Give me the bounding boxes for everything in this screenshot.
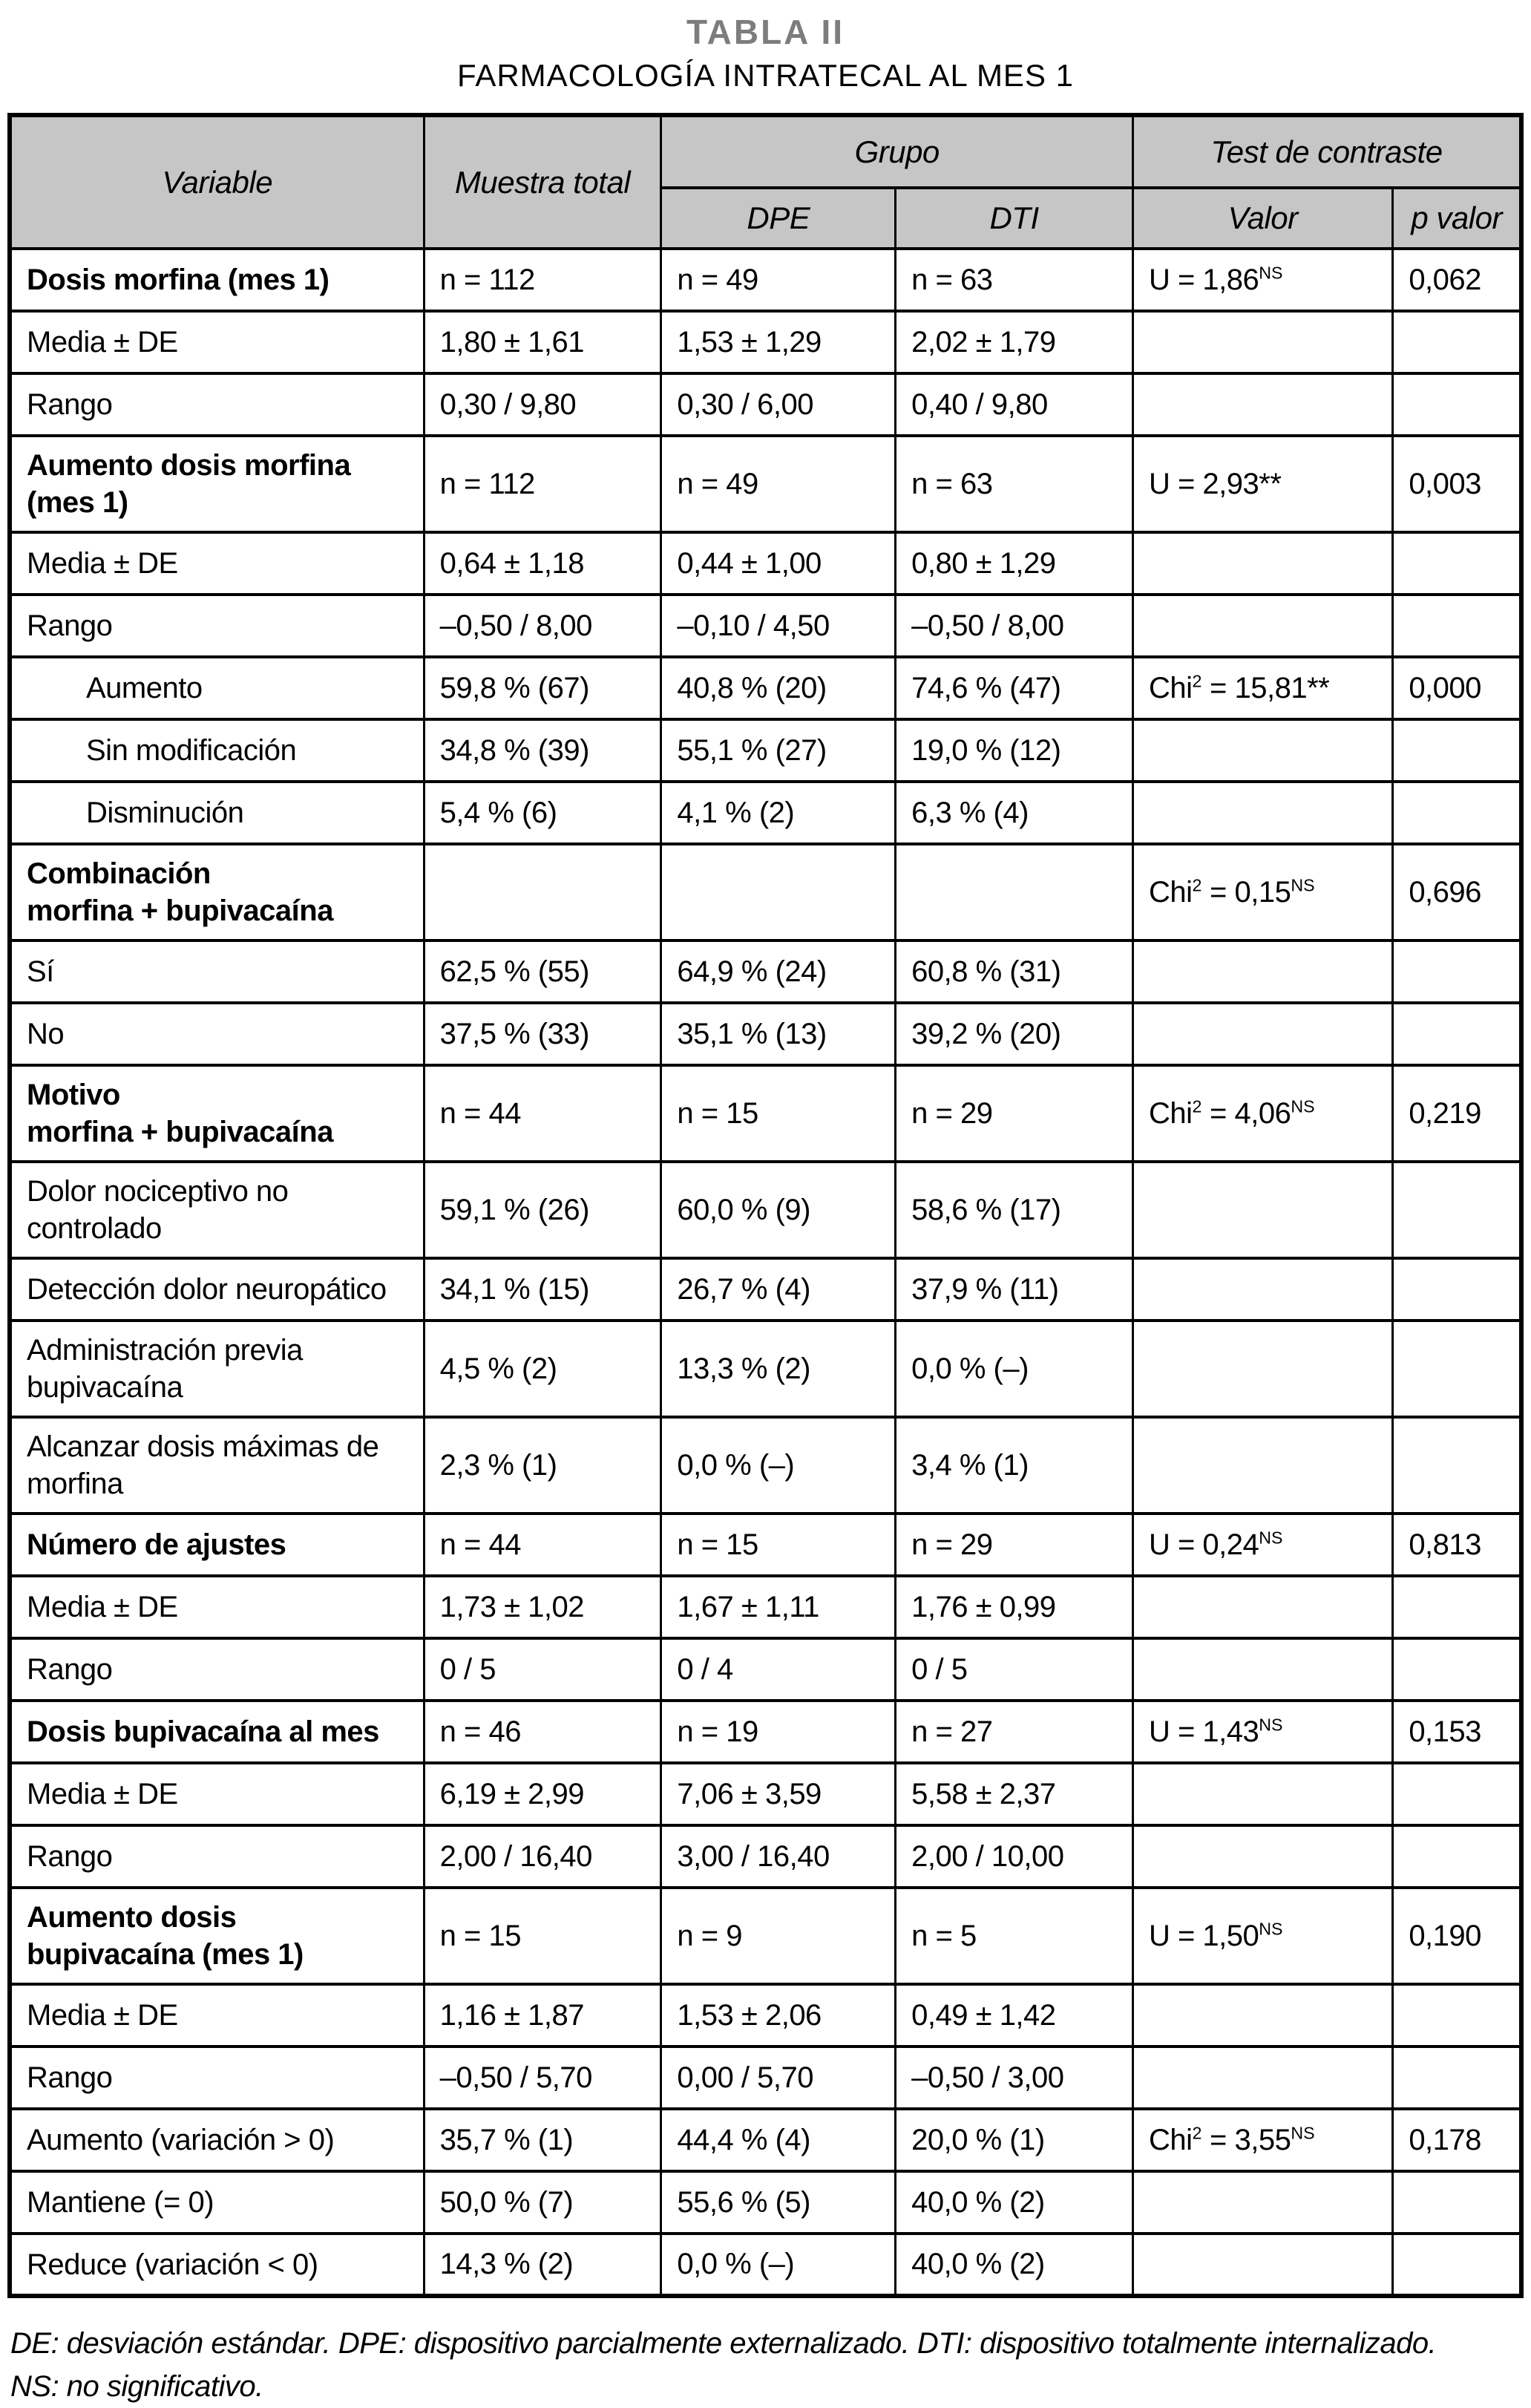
cell-dti: n = 63 — [896, 436, 1133, 532]
table-row — [10, 311, 1521, 373]
header-variable: Variable — [10, 115, 424, 249]
cell-test-valor — [1132, 940, 1392, 1003]
cell-muestra-total: n = 112 — [424, 436, 661, 532]
cell-muestra-total: 2,3 % (1) — [424, 1417, 661, 1514]
header-dti: DTI — [896, 188, 1133, 249]
row-label: Aumento dosis bupivacaína (mes 1) — [10, 1888, 424, 1984]
cell-muestra-total: 2,00 / 16,40 — [424, 1825, 661, 1888]
cell-test-valor — [1132, 1576, 1392, 1638]
cell-dpe: –0,10 / 4,50 — [661, 595, 896, 657]
cell-test-valor — [1132, 1003, 1392, 1065]
cell-dpe: n = 19 — [661, 1701, 896, 1763]
cell-dti: 6,3 % (4) — [896, 782, 1133, 844]
cell-dti: n = 63 — [896, 249, 1133, 311]
cell-test-valor — [1132, 1162, 1392, 1258]
cell-dti: n = 27 — [896, 1701, 1133, 1763]
table-row — [10, 782, 1521, 844]
pharmacology-table — [7, 113, 1524, 2298]
header-valor: Valor — [1132, 188, 1392, 249]
cell-p-valor: 0,813 — [1393, 1514, 1521, 1576]
cell-dti: 2,00 / 10,00 — [896, 1825, 1133, 1888]
cell-dti: 5,58 ± 2,37 — [896, 1763, 1133, 1825]
cell-test-valor — [1132, 1763, 1392, 1825]
cell-dti: 40,0 % (2) — [896, 2234, 1133, 2296]
row-label: Rango — [10, 1825, 424, 1888]
cell-test-valor — [1132, 1321, 1392, 1417]
footnote-line-1: DE: desviación estándar. DPE: dispositivo parcialmente externalizado. DTI: dispositivo totalmente internalizado. — [10, 2327, 1437, 2360]
row-label: Motivo morfina + bupivacaína — [10, 1065, 424, 1162]
row-label: Dosis morfina (mes 1) — [10, 249, 424, 311]
table-row — [10, 1984, 1521, 2047]
cell-dpe — [661, 844, 896, 940]
cell-muestra-total: 35,7 % (1) — [424, 2109, 661, 2171]
cell-dti: 2,02 ± 1,79 — [896, 311, 1133, 373]
cell-dti: 60,8 % (31) — [896, 940, 1133, 1003]
cell-dpe: 13,3 % (2) — [661, 1321, 896, 1417]
cell-p-valor — [1393, 1321, 1521, 1417]
header-p-valor: p valor — [1393, 188, 1521, 249]
cell-dti: 0,80 ± 1,29 — [896, 532, 1133, 595]
row-label: Aumento (variación > 0) — [10, 2109, 424, 2171]
row-label: Media ± DE — [10, 1576, 424, 1638]
cell-p-valor — [1393, 2171, 1521, 2234]
cell-dti: 3,4 % (1) — [896, 1417, 1133, 1514]
cell-muestra-total: 5,4 % (6) — [424, 782, 661, 844]
table-subtitle: FARMACOLOGÍA INTRATECAL AL MES 1 — [457, 58, 1074, 93]
cell-p-valor — [1393, 1638, 1521, 1701]
table-row — [10, 373, 1521, 436]
cell-muestra-total: 34,1 % (15) — [424, 1258, 661, 1321]
cell-muestra-total: 14,3 % (2) — [424, 2234, 661, 2296]
cell-dti: 0 / 5 — [896, 1638, 1133, 1701]
cell-dpe: 1,53 ± 1,29 — [661, 311, 896, 373]
cell-dpe: 0,00 / 5,70 — [661, 2047, 896, 2109]
row-label: Número de ajustes — [10, 1514, 424, 1576]
cell-dti: 40,0 % (2) — [896, 2171, 1133, 2234]
cell-p-valor — [1393, 1003, 1521, 1065]
cell-test-valor — [1132, 595, 1392, 657]
cell-dpe: 3,00 / 16,40 — [661, 1825, 896, 1888]
cell-dti: 39,2 % (20) — [896, 1003, 1133, 1065]
cell-p-valor — [1393, 782, 1521, 844]
row-label: Sí — [10, 940, 424, 1003]
cell-p-valor — [1393, 595, 1521, 657]
row-label: Rango — [10, 595, 424, 657]
cell-muestra-total: n = 112 — [424, 249, 661, 311]
row-label: Combinación morfina + bupivacaína — [10, 844, 424, 940]
cell-dpe: n = 49 — [661, 249, 896, 311]
row-label: Sin modificación — [10, 719, 424, 782]
cell-p-valor — [1393, 373, 1521, 436]
cell-p-valor: 0,003 — [1393, 436, 1521, 532]
cell-dti: –0,50 / 8,00 — [896, 595, 1133, 657]
cell-muestra-total: 62,5 % (55) — [424, 940, 661, 1003]
cell-dti: 0,40 / 9,80 — [896, 373, 1133, 436]
cell-p-valor: 0,062 — [1393, 249, 1521, 311]
cell-muestra-total: n = 46 — [424, 1701, 661, 1763]
row-label: Aumento dosis morfina (mes 1) — [10, 436, 424, 532]
cell-muestra-total: –0,50 / 5,70 — [424, 2047, 661, 2109]
footnote-line-2: NS: no significativo. — [10, 2370, 263, 2403]
cell-dpe: 26,7 % (4) — [661, 1258, 896, 1321]
cell-test-valor: $Chi^2 = 0,15^{NS}$ — [1132, 844, 1392, 940]
table-number-title: TABLA II — [686, 13, 845, 51]
row-label: Alcanzar dosis máximas de morfina — [10, 1417, 424, 1514]
cell-dti: 0,49 ± 1,42 — [896, 1984, 1133, 2047]
cell-muestra-total: 37,5 % (33) — [424, 1003, 661, 1065]
cell-p-valor: 0,178 — [1393, 2109, 1521, 2171]
cell-p-valor — [1393, 532, 1521, 595]
cell-p-valor — [1393, 311, 1521, 373]
table-row — [10, 1514, 1521, 1576]
cell-dpe: n = 49 — [661, 436, 896, 532]
cell-dti: 20,0 % (1) — [896, 2109, 1133, 2171]
row-label: Rango — [10, 2047, 424, 2109]
cell-muestra-total: 0 / 5 — [424, 1638, 661, 1701]
cell-test-valor — [1132, 719, 1392, 782]
cell-p-valor — [1393, 1763, 1521, 1825]
cell-test-valor: $U = 0,24^{NS}$ — [1132, 1514, 1392, 1576]
table-row — [10, 1763, 1521, 1825]
cell-test-valor: U = 2,93** — [1132, 436, 1392, 532]
table-row — [10, 532, 1521, 595]
cell-p-valor — [1393, 2234, 1521, 2296]
cell-dti — [896, 844, 1133, 940]
cell-dpe: 0,0 % (–) — [661, 2234, 896, 2296]
cell-p-valor — [1393, 2047, 1521, 2109]
row-label: Rango — [10, 1638, 424, 1701]
cell-dpe: n = 15 — [661, 1514, 896, 1576]
header-muestra-total: Muestra total — [424, 115, 661, 249]
table-row — [10, 1825, 1521, 1888]
cell-muestra-total: 50,0 % (7) — [424, 2171, 661, 2234]
cell-muestra-total: n = 44 — [424, 1065, 661, 1162]
row-label: Dolor nociceptivo no controlado — [10, 1162, 424, 1258]
cell-p-valor — [1393, 1576, 1521, 1638]
table-row — [10, 940, 1521, 1003]
cell-p-valor: 0,696 — [1393, 844, 1521, 940]
row-label: No — [10, 1003, 424, 1065]
cell-muestra-total: –0,50 / 8,00 — [424, 595, 661, 657]
cell-p-valor: 0,219 — [1393, 1065, 1521, 1162]
row-label: Aumento — [10, 657, 424, 719]
row-label: Dosis bupivacaína al mes — [10, 1701, 424, 1763]
cell-p-valor — [1393, 1417, 1521, 1514]
cell-dpe: 40,8 % (20) — [661, 657, 896, 719]
table-row — [10, 1162, 1521, 1258]
cell-p-valor — [1393, 1984, 1521, 2047]
cell-muestra-total: 0,30 / 9,80 — [424, 373, 661, 436]
cell-test-valor — [1132, 532, 1392, 595]
cell-dpe: 60,0 % (9) — [661, 1162, 896, 1258]
cell-dpe: 0 / 4 — [661, 1638, 896, 1701]
cell-dpe: 0,0 % (–) — [661, 1417, 896, 1514]
cell-muestra-total: 4,5 % (2) — [424, 1321, 661, 1417]
cell-muestra-total: 1,16 ± 1,87 — [424, 1984, 661, 2047]
cell-test-valor: $Chi^2 = 4,06^{NS}$ — [1132, 1065, 1392, 1162]
cell-test-valor: $Chi^2 = 3,55^{NS}$ — [1132, 2109, 1392, 2171]
table-row — [10, 2234, 1521, 2296]
cell-p-valor: 0,000 — [1393, 657, 1521, 719]
cell-muestra-total — [424, 844, 661, 940]
header-dpe: DPE — [661, 188, 896, 249]
cell-dti: 0,0 % (–) — [896, 1321, 1133, 1417]
cell-test-valor — [1132, 311, 1392, 373]
table-row — [10, 1888, 1521, 1984]
cell-dti: n = 29 — [896, 1514, 1133, 1576]
cell-p-valor: 0,190 — [1393, 1888, 1521, 1984]
cell-dti: n = 29 — [896, 1065, 1133, 1162]
cell-dpe: 1,53 ± 2,06 — [661, 1984, 896, 2047]
cell-test-valor — [1132, 2047, 1392, 2109]
table-row — [10, 1701, 1521, 1763]
cell-dpe: 35,1 % (13) — [661, 1003, 896, 1065]
table-row — [10, 1065, 1521, 1162]
cell-muestra-total: n = 15 — [424, 1888, 661, 1984]
cell-dti: 58,6 % (17) — [896, 1162, 1133, 1258]
cell-dti: 37,9 % (11) — [896, 1258, 1133, 1321]
cell-dpe: 0,44 ± 1,00 — [661, 532, 896, 595]
row-label: Mantiene (= 0) — [10, 2171, 424, 2234]
cell-test-valor: $U = 1,50^{NS}$ — [1132, 1888, 1392, 1984]
cell-p-valor — [1393, 940, 1521, 1003]
cell-dpe: 55,6 % (5) — [661, 2171, 896, 2234]
cell-dpe: 64,9 % (24) — [661, 940, 896, 1003]
table-row — [10, 249, 1521, 311]
cell-dti: 74,6 % (47) — [896, 657, 1133, 719]
row-label: Disminución — [10, 782, 424, 844]
table-row — [10, 1258, 1521, 1321]
table-row — [10, 2047, 1521, 2109]
cell-dti: n = 5 — [896, 1888, 1133, 1984]
table-row — [10, 1321, 1521, 1417]
cell-dpe: 7,06 ± 3,59 — [661, 1763, 896, 1825]
row-label: Media ± DE — [10, 1984, 424, 2047]
table-row — [10, 436, 1521, 532]
cell-muestra-total: 1,73 ± 1,02 — [424, 1576, 661, 1638]
cell-p-valor — [1393, 1258, 1521, 1321]
cell-muestra-total: 1,80 ± 1,61 — [424, 311, 661, 373]
cell-test-valor — [1132, 1258, 1392, 1321]
row-label: Media ± DE — [10, 311, 424, 373]
cell-dpe: n = 15 — [661, 1065, 896, 1162]
cell-dti: 19,0 % (12) — [896, 719, 1133, 782]
page — [0, 12, 1531, 2403]
cell-muestra-total: 59,1 % (26) — [424, 1162, 661, 1258]
cell-test-valor — [1132, 1825, 1392, 1888]
table-row — [10, 595, 1521, 657]
row-label: Rango — [10, 373, 424, 436]
row-label: Reduce (variación < 0) — [10, 2234, 424, 2296]
table-row — [10, 1003, 1521, 1065]
cell-test-valor: Chi$^2$ = 15,81** — [1132, 657, 1392, 719]
cell-muestra-total: n = 44 — [424, 1514, 661, 1576]
table-row — [10, 1576, 1521, 1638]
cell-dti: –0,50 / 3,00 — [896, 2047, 1133, 2109]
cell-p-valor: 0,153 — [1393, 1701, 1521, 1763]
cell-p-valor — [1393, 1162, 1521, 1258]
row-label: Media ± DE — [10, 532, 424, 595]
cell-test-valor — [1132, 2234, 1392, 2296]
cell-dpe: 0,30 / 6,00 — [661, 373, 896, 436]
cell-test-valor — [1132, 1638, 1392, 1701]
cell-test-valor: $U = 1,86^{NS}$ — [1132, 249, 1392, 311]
table-header — [10, 115, 1521, 249]
table-body — [10, 249, 1521, 2296]
cell-dpe: n = 9 — [661, 1888, 896, 1984]
header-test-de-contraste: Test de contraste — [1132, 115, 1521, 188]
cell-test-valor: $U = 1,43^{NS}$ — [1132, 1701, 1392, 1763]
table-row — [10, 657, 1521, 719]
cell-dpe: 55,1 % (27) — [661, 719, 896, 782]
cell-test-valor — [1132, 2171, 1392, 2234]
table-row — [10, 1638, 1521, 1701]
cell-test-valor — [1132, 782, 1392, 844]
cell-test-valor — [1132, 373, 1392, 436]
cell-muestra-total: 59,8 % (67) — [424, 657, 661, 719]
cell-test-valor — [1132, 1984, 1392, 2047]
table-row — [10, 719, 1521, 782]
table-row — [10, 1417, 1521, 1514]
table-row — [10, 2109, 1521, 2171]
cell-test-valor — [1132, 1417, 1392, 1514]
row-label: Detección dolor neuropático — [10, 1258, 424, 1321]
cell-muestra-total: 34,8 % (39) — [424, 719, 661, 782]
row-label: Media ± DE — [10, 1763, 424, 1825]
row-label: Administración previa bupivacaína — [10, 1321, 424, 1417]
cell-dpe: 1,67 ± 1,11 — [661, 1576, 896, 1638]
cell-dti: 1,76 ± 0,99 — [896, 1576, 1133, 1638]
cell-muestra-total: 0,64 ± 1,18 — [424, 532, 661, 595]
cell-p-valor — [1393, 1825, 1521, 1888]
cell-dpe: 4,1 % (2) — [661, 782, 896, 844]
cell-muestra-total: 6,19 ± 2,99 — [424, 1763, 661, 1825]
table-row — [10, 844, 1521, 940]
cell-dpe: 44,4 % (4) — [661, 2109, 896, 2171]
cell-p-valor — [1393, 719, 1521, 782]
footnote — [10, 2322, 1524, 2408]
header-grupo: Grupo — [661, 115, 1133, 188]
table-row — [10, 2171, 1521, 2234]
